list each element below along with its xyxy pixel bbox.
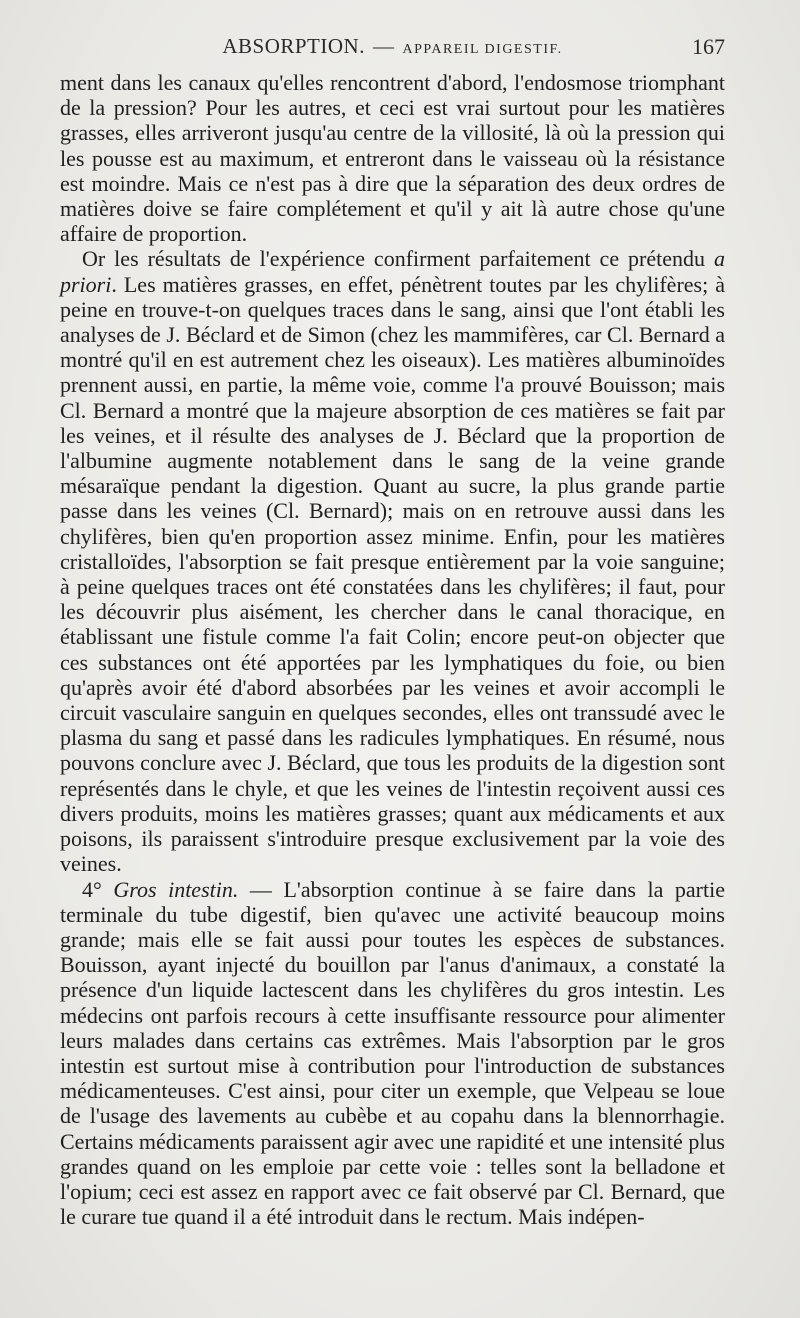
running-title-sub: APPAREIL DIGESTIF. [402, 42, 563, 57]
paragraph-gros-intestin [60, 877, 725, 1230]
italic-term: a priori [60, 246, 725, 297]
running-title-main: ABSORPTION. [222, 34, 365, 58]
paragraph-text: — L'absorption continue à se faire dans la partie terminale du tube digestif, bien qu'avec une activité beaucoup moins grande; mais elle se fait aussi pour toutes les espèces de substances. Bouisson, ayant injecté du bouillon par l'anus d'animaux, a constaté la présence d'un liquide lactescent dans les chylifères du gros intestin. Les médecins ont parfois recours à cette insuffisante ressource pour alimenter leurs malades dans certains cas extrêmes. Mais l'absorption par le gros intestin est surtout mise à contribution pour l'introduction de substances médicamenteuses. C'est ainsi, pour citer un exemple, que Velpeau se loue de l'usage des lavements au cubèbe et au copahu dans la blennorrhagie. Certains médicaments paraissent agir avec une rapidité et une intensité plus grandes quand on les emploie par cette voie : telles sont la belladone et l'opium; ceci est assez en rapport avec ce fait observé par Cl. Bernard, que le curare tue quand il a été introduit dans le rectum. Mais indépen- [60, 876, 725, 1230]
paragraph-lead: Or les résultats de l'expérience confirment parfaitement ce prétendu [82, 246, 714, 272]
paragraph-text: ment dans les canaux qu'elles rencontrent d'abord, l'endosmose triomphant de la pression? Pour les autres, et ceci est vrai surtout pour les matières grasses, elles arriveront jusqu'au centre de la villosité, là où la pression qui les pousse est au maximum, et entreront dans le vaisseau où la résistance est moindre. Mais ce n'est pas à dire que la séparation des deux ordres de matières doive se faire complétement et qu'il y ait là autre chose qu'une affaire de proportion. [60, 70, 725, 247]
section-heading: Gros intestin. [113, 876, 239, 902]
section-number: 4° [82, 876, 114, 902]
paragraph [60, 246, 725, 876]
running-title [60, 34, 725, 59]
running-header [60, 34, 725, 64]
page-number: 167 [692, 34, 725, 59]
running-title-dash: — [372, 34, 395, 58]
paragraph-text: . Les matières grasses, en effet, pénètrent toutes par les chylifères; à peine en trouve-t-on quelques traces dans le sang, ainsi que l'ont établi les analyses de J. Béclard et de Simon (chez les mammifères, car Cl. Bernard a montré qu'il en est autrement chez les oiseaux). Les matières albuminoïdes prennent aussi, en partie, la même voie, comme l'a prouvé Bouisson; mais Cl. Bernard a montré que la majeure absorption de ces matières se fait par les veines, et il résulte des analyses de J. Béclard que la proportion de l'albumine augmente notablement dans le sang de la veine grande mésaraïque pendant la digestion. Quant au sucre, la plus grande partie passe dans les veines (Cl. Bernard); mais on en retrouve aussi dans les chylifères, bien qu'en proportion assez minime. Enfin, pour les matières cristalloïdes, l'absorption se fait presque entièrement par la voie sanguine; à peine quelques traces ont été constatées dans les chylifères; il faut, pour les découvrir plus aisément, les chercher dans le canal thoracique, en établissant une fistule comme l'a fait Colin; encore peut-on objecter que ces substances ont été apportées par les lymphatiques du foie, ou bien qu'après avoir été d'abord absorbées par les veines et avoir accompli le circuit vasculaire sanguin en quelques secondes, elles ont transsudé avec le plasma du sang et passé dans les radicules lymphatiques. En résumé, nous pouvons conclure avec J. Béclard, que tous les produits de la digestion sont représentés dans le chyle, et que les veines de l'intestin reçoivent aussi ces divers produits, moins les matières grasses; quant aux médicaments et aux poisons, ils paraissent s'introduire presque exclusivement par la voie des veines. [60, 271, 725, 877]
paragraph-continuation [60, 70, 725, 246]
body-text [60, 70, 725, 1229]
